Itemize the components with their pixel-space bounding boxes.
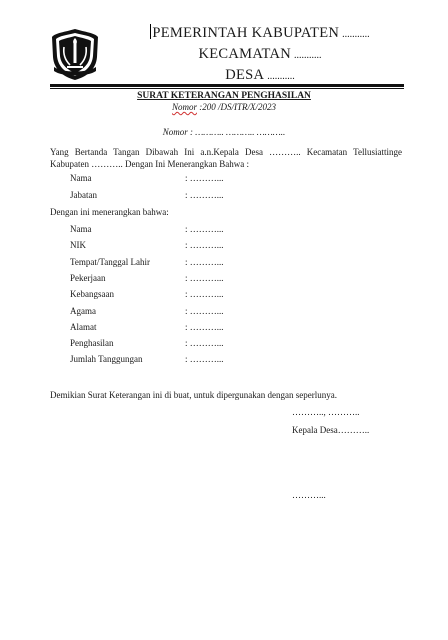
field-label: NIK — [70, 240, 86, 251]
closing-statement: Demikian Surat Keterangan ini di buat, untuk dipergunakan dengan seperlunya. — [50, 390, 338, 400]
number-line: Nomor : ……….. ……….. ……….. — [162, 127, 286, 137]
field-value: : ………... — [185, 190, 224, 200]
field-label: Pekerjaan — [70, 272, 106, 283]
signature-position: Kepala Desa……….. — [292, 425, 370, 435]
header-district-text: KECAMATAN — [198, 46, 292, 62]
field-label: Kebangsaan — [70, 289, 114, 300]
header-rule-thick — [50, 84, 404, 87]
field-label: Nama — [70, 173, 92, 183]
field-label: Agama — [70, 305, 96, 316]
spellcheck-word: Nomor — [171, 102, 197, 112]
field-label: Tempat/Tanggal Lahir — [70, 256, 150, 267]
header-village-text: DESA — [225, 67, 265, 83]
field-value: : ………... — [185, 240, 224, 251]
header-line-district — [110, 45, 410, 63]
field-value: : ………... — [185, 173, 224, 183]
header-regency-text: PEMERINTAH KABUPATEN — [152, 25, 340, 41]
document-title: SURAT KETERANGAN PENGHASILAN — [137, 91, 311, 101]
header-rule-thin — [50, 88, 404, 89]
field-label: Jumlah Tanggungan — [70, 354, 143, 365]
header-village-dots: ........... — [267, 71, 295, 82]
field-value: : ………... — [185, 354, 224, 365]
field-label: Jabatan — [70, 190, 97, 200]
field-label: Nama — [70, 224, 92, 234]
intro-paragraph: Yang Bertanda Tangan Dibawah Ini a.n.Kepala Desa ……….. Kecamatan Tellusiattinge Kabupaten ……….. Dengan Ini Menerangkan Bahwa : — [50, 147, 402, 169]
header-regency-dots: ........... — [342, 29, 370, 40]
field-label: Alamat — [70, 321, 97, 332]
signature-place-date: ……….., ……….. — [292, 407, 360, 417]
field-value: : ………... — [185, 272, 224, 283]
regency-coat-of-arms-icon — [50, 27, 100, 81]
field-value: : ………... — [185, 338, 224, 349]
document-number — [0, 102, 448, 112]
header-line-regency — [110, 24, 410, 42]
field-value: : ………... — [185, 321, 224, 332]
field-value: : ………... — [185, 305, 224, 316]
document-number-value: :200 /DS/ITR/X/2023 — [197, 102, 276, 112]
field-value: : ………... — [185, 289, 224, 300]
subject-intro: Dengan ini menerangkan bahwa: — [50, 207, 169, 217]
header-line-village — [110, 66, 410, 84]
signature-name: ………... — [292, 490, 326, 500]
header-district-dots: ........... — [294, 50, 322, 61]
field-value: : ………... — [185, 256, 224, 267]
field-value: : ………... — [185, 224, 224, 234]
field-label: Penghasilan — [70, 338, 114, 349]
